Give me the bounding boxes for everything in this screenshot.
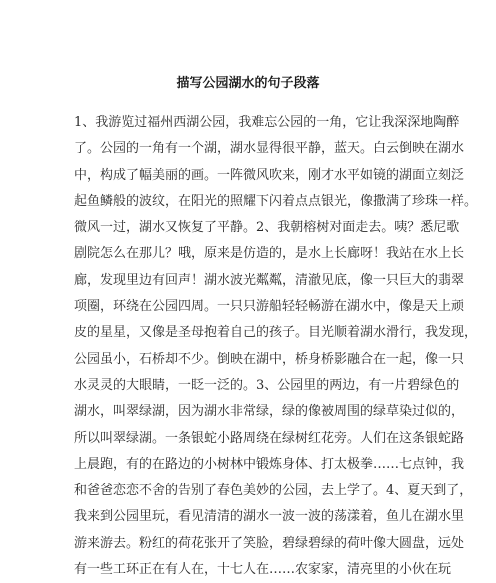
text-line: 有一些工环正在有人在，十七人在……农家家，清亮里的小伙在玩 bbox=[74, 562, 452, 578]
text-line: 皮的星星，又像是圣母抱着自己的孩子。目光顺着湖水滑行，我发现， bbox=[74, 325, 478, 341]
text-line: 和爸爸恋恋不舍的告别了春色美妙的公园，去上学了。4、夏天到了， bbox=[74, 483, 473, 499]
text-line: 了。公园的一角有一个湖，湖水显得很平静，蓝天。白云倒映在湖水 bbox=[74, 141, 465, 157]
text-line: 微风一过，湖水又恢复了平静。2、我朝榕树对面走去。咦？悉尼歌 bbox=[74, 220, 460, 236]
document-title: 描写公园湖水的句子段落 bbox=[176, 76, 320, 91]
text-line: 廊，发现里边有回声！湖水波光粼粼，清澈见底，像一只巨大的翡翠 bbox=[74, 272, 465, 288]
text-line: 所以叫翠绿湖。一条银蛇小路周绕在绿树红花旁。人们在这条银蛇路 bbox=[74, 430, 465, 446]
text-line: 1、我游览过福州西湖公园，我难忘公园的一角，它让我深深地陶醉 bbox=[74, 115, 460, 130]
text-line: 中，构成了幅美丽的画。一阵微风吹来，刚才水平如镜的湖面立刻泛 bbox=[74, 167, 465, 183]
document-body bbox=[74, 110, 478, 583]
text-line: 项圈，环绕在公园四周。一只只游船轻轻畅游在湖水中，像是天上顽 bbox=[74, 299, 465, 315]
text-line: 上晨跑，有的在路边的小树林中锻炼身体、打太极拳……七点钟，我 bbox=[74, 456, 465, 472]
text-line: 湖水，叫翠绿湖，因为湖水非常绿，绿的像被周围的绿草染过似的， bbox=[74, 404, 465, 420]
text-line: 水灵灵的大眼睛，一眨一泛的。3、公园里的两边，有一片碧绿色的 bbox=[74, 377, 460, 393]
text-line: 公园虽小，石桥却不少。倒映在湖中，桥身桥影融合在一起，像一只 bbox=[74, 351, 465, 367]
text-line: 我来到公园里玩，看见清清的湖水一波一波的荡漾着，鱼儿在湖水里 bbox=[74, 509, 465, 525]
text-line: 起鱼鳞般的波纹，在阳光的照耀下闪着点点银光，像撒满了珍珠一样。 bbox=[74, 193, 478, 209]
text-line: 剧院怎么在那儿？哦，原来是仿造的，是水上长廊呀！我站在水上长 bbox=[74, 246, 465, 262]
text-line: 游来游去。粉红的荷花张开了笑脸，碧绿碧绿的荷叶像大圆盘，远处 bbox=[74, 535, 465, 551]
